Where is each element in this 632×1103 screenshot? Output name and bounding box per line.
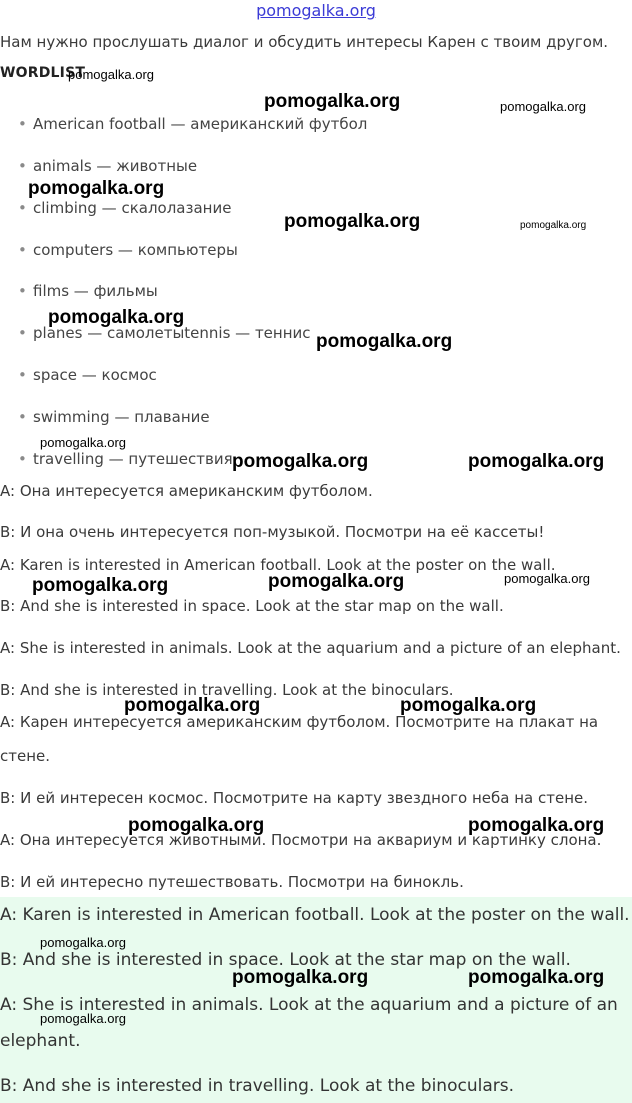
dialog-line: B: И она очень интересуется поп-музыкой. Посмотри на её кассеты! [0,523,545,541]
watermark: pomogalka.org [68,67,154,82]
bullet-icon: • [18,366,27,384]
watermark: pomogalka.org [232,967,369,988]
dialog-line: B: И ей интересно путешествовать. Посмотри на бинокль. [0,873,464,891]
watermark: pomogalka.org [284,211,421,232]
bullet-icon: • [18,324,27,342]
answer-line: elephant. [0,1031,81,1051]
watermark: pomogalka.org [40,1011,126,1026]
wordlist-item-text: American football — американский футбол [33,115,368,133]
watermark: pomogalka.org [468,815,605,836]
wordlist-item [18,450,233,468]
wordlist-item-text: space — космос [33,366,157,384]
answer-line: A: Karen is interested in American football. Look at the poster on the wall. [0,905,630,925]
watermark: pomogalka.org [232,451,369,472]
answer-line: B: And she is interested in travelling. Look at the binoculars. [0,1076,514,1096]
intro-text: Нам нужно прослушать диалог и обсудить интересы Карен с твоим другом. [0,33,609,51]
bullet-icon: • [18,282,27,300]
watermark: pomogalka.org [468,451,605,472]
wordlist-item [18,366,157,384]
bullet-icon: • [18,199,27,217]
bullet-icon: • [18,115,27,133]
watermark: pomogalka.org [32,575,169,596]
wordlist-item-text: climbing — скалолазание [33,199,232,217]
watermark: pomogalka.org [40,935,126,950]
watermark: pomogalka.org [48,307,185,328]
watermark: pomogalka.org [504,571,590,586]
dialog-line: B: И ей интересен космос. Посмотрите на карту звездного неба на стене. [0,789,589,807]
site-title-link[interactable]: pomogalka.org [256,1,376,20]
watermark: pomogalka.org [400,695,537,716]
dialog-line: стене. [0,747,51,765]
watermark: pomogalka.org [128,815,265,836]
wordlist-item [18,408,210,426]
wordlist-item-text: planes — самолетыtennis — теннис [33,324,311,342]
watermark: pomogalka.org [124,695,261,716]
answer-line: B: And she is interested in space. Look at the star map on the wall. [0,950,571,970]
wordlist-item [18,157,197,175]
dialog-line: A: Она интересуется американским футболом. [0,482,373,500]
dialog-line: B: And she is interested in travelling. Look at the binoculars. [0,681,454,699]
watermark: pomogalka.org [28,178,165,199]
watermark: pomogalka.org [500,99,586,114]
bullet-icon: • [18,450,27,468]
watermark: pomogalka.org [264,91,401,112]
watermark: pomogalka.org [468,967,605,988]
wordlist-item [18,241,238,259]
wordlist-item [18,199,231,217]
wordlist-item-text: films — фильмы [33,282,158,300]
watermark: pomogalka.org [268,571,405,592]
wordlist-item-text: travelling — путешествия [33,450,233,468]
dialog-line: A: Она интересуется животными. Посмотри на аквариум и картинку слона. [0,831,602,849]
dialog-line: B: And she is interested in space. Look at the star map on the wall. [0,597,504,615]
wordlist-item-text: swimming — плавание [33,408,210,426]
dialog-line: A: Карен интересуется американским футболом. Посмотрите на плакат на [0,713,599,731]
wordlist-item [18,115,367,133]
watermark: pomogalka.org [520,220,587,231]
dialog-line: A: Karen is interested in American football. Look at the poster on the wall. [0,556,556,574]
wordlist-heading: WORDLIST [0,65,86,81]
wordlist-item-text: animals — животные [33,157,198,175]
wordlist-item-text: computers — компьютеры [33,241,238,259]
dialog-line: A: She is interested in animals. Look at the aquarium and a picture of an elephant. [0,639,621,657]
watermark: pomogalka.org [316,331,453,352]
bullet-icon: • [18,157,27,175]
watermark: pomogalka.org [40,435,126,450]
bullet-icon: • [18,241,27,259]
wordlist-item [18,282,158,300]
bullet-icon: • [18,408,27,426]
answer-line: A: She is interested in animals. Look at the aquarium and a picture of an [0,995,618,1015]
